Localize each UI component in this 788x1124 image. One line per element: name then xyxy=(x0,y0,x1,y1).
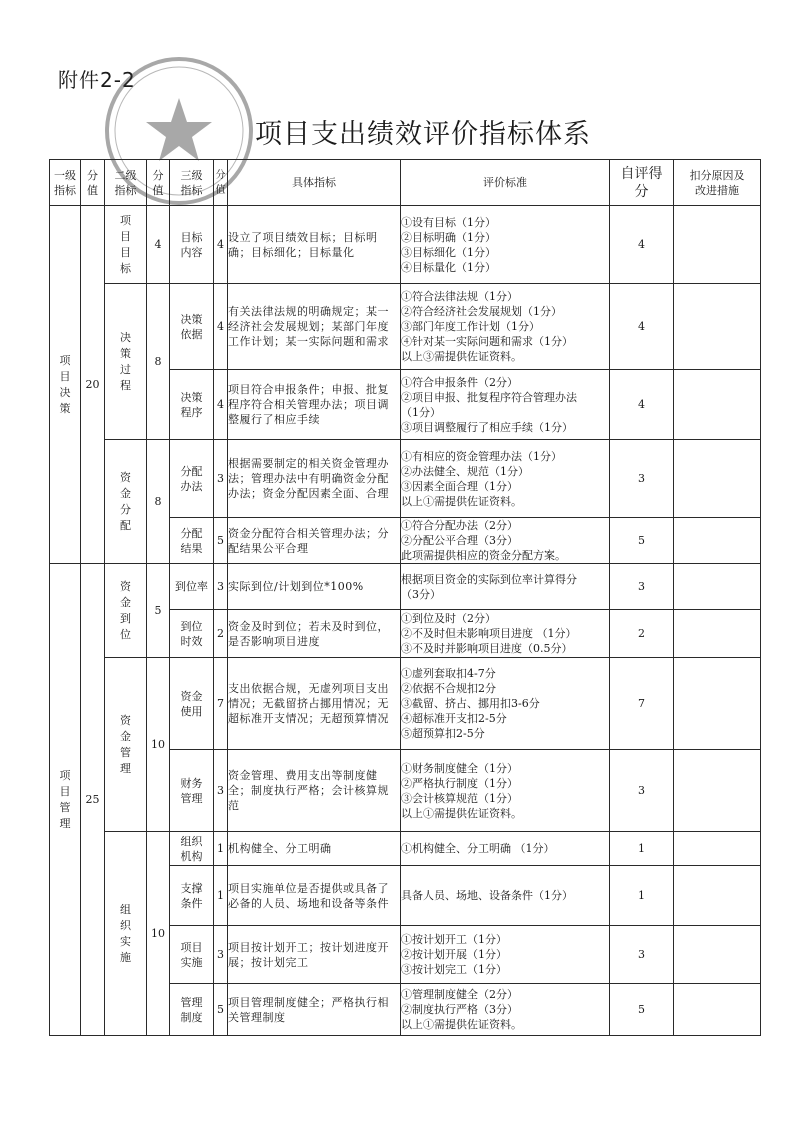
subgroup-score: 4 xyxy=(147,206,170,284)
spec-text: 项目按计划开工；按计划进度开展；按计划完工 xyxy=(228,926,401,984)
header-score1: 分值 xyxy=(81,160,105,206)
criteria-cell xyxy=(401,866,610,926)
deduction-note-cell xyxy=(674,206,761,284)
self-score: 3 xyxy=(610,564,674,610)
page-title: 项目支出绩效评价指标体系 xyxy=(255,119,591,150)
criteria-cell xyxy=(401,658,610,750)
header-spec: 具体指标 xyxy=(228,160,401,206)
criteria-line: ④针对某一实际问题和需求（1分） xyxy=(401,335,573,348)
criteria-cell xyxy=(401,518,610,564)
table-row xyxy=(50,440,761,518)
criteria-line: 此项需提供相应的资金分配方案。 xyxy=(401,549,566,562)
self-score: 1 xyxy=(610,866,674,926)
criteria-line: ④目标量化（1分） xyxy=(401,260,496,274)
criteria-line: ②制度执行严格（3分） xyxy=(401,1003,518,1016)
self-score: 4 xyxy=(610,284,674,370)
self-score: 3 xyxy=(610,750,674,832)
level3-score: 1 xyxy=(214,866,228,926)
deduction-note-cell xyxy=(674,370,761,440)
spec-text: 项目符合申报条件；申报、批复程序符合相关管理办法；项目调整履行了相应手续 xyxy=(228,370,401,440)
level3-score: 4 xyxy=(214,206,228,284)
criteria-cell xyxy=(401,610,610,658)
header-level3: 三级指标 xyxy=(170,160,214,206)
header-score2: 分值 xyxy=(147,160,170,206)
level3-score: 3 xyxy=(214,926,228,984)
seal-star-icon xyxy=(146,98,212,161)
subgroup-name: 资金分配 xyxy=(105,440,147,564)
subgroup-name: 项目目标 xyxy=(105,206,147,284)
level3-name: 组织机构 xyxy=(170,832,214,866)
self-score: 5 xyxy=(610,984,674,1036)
self-score: 4 xyxy=(610,206,674,284)
level3-name: 决策依据 xyxy=(170,284,214,370)
level3-name: 支撑条件 xyxy=(170,866,214,926)
level3-name: 项目实施 xyxy=(170,926,214,984)
criteria-line: ①有相应的资金管理办法（1分） xyxy=(401,449,562,463)
attachment-label: 附件2-2 xyxy=(58,68,136,92)
self-score: 1 xyxy=(610,832,674,866)
criteria-line: ①财务制度健全（1分） xyxy=(401,761,518,775)
criteria-line: ①虚列套取扣4-7分 xyxy=(401,667,496,680)
self-score: 4 xyxy=(610,370,674,440)
spec-text: 根据需要制定的相关资金管理办法；管理办法中有明确资金分配办法；资金分配因素全面、合理 xyxy=(228,440,401,518)
deduction-note-cell xyxy=(674,926,761,984)
table-row xyxy=(50,206,761,284)
criteria-cell xyxy=(401,926,610,984)
criteria-line: ②项目申报、批复程序符合管理办法 xyxy=(401,390,577,404)
level3-score: 4 xyxy=(214,370,228,440)
spec-text: 项目实施单位是否提供或具备了必备的人员、场地和设备等条件 xyxy=(228,866,401,926)
criteria-line: ①符合申报条件（2分） xyxy=(401,375,518,389)
spec-text: 支出依据合规，无虚列项目支出情况；无截留挤占挪用情况；无超标准开支情况；无超预算情况 xyxy=(228,658,401,750)
subgroup-name: 决策过程 xyxy=(105,284,147,440)
table-row xyxy=(50,284,761,370)
subgroup-name: 资金到位 xyxy=(105,564,147,658)
table-row xyxy=(50,832,761,866)
header-self-score: 自评得分 xyxy=(610,160,674,206)
level3-name: 到位率 xyxy=(170,564,214,610)
level3-name: 到位时效 xyxy=(170,610,214,658)
self-score: 3 xyxy=(610,440,674,518)
criteria-line: ①机构健全、分工明确 （1分） xyxy=(401,842,555,855)
criteria-line: ①到位及时（2分） xyxy=(401,612,496,625)
level3-score: 7 xyxy=(214,658,228,750)
criteria-line: ②按计划开展（1分） xyxy=(401,948,507,961)
group-score: 20 xyxy=(81,206,105,564)
header-criteria: 评价标准 xyxy=(401,160,610,206)
spec-text: 有关法律法规的明确规定；某一经济社会发展规划；某部门年度工作计划；某一实际问题和需求 xyxy=(228,284,401,370)
criteria-line: ②办法健全、规范（1分） xyxy=(401,464,529,478)
deduction-note-cell xyxy=(674,610,761,658)
indicator-table xyxy=(49,159,761,1036)
deduction-note-cell xyxy=(674,984,761,1036)
level3-score: 5 xyxy=(214,984,228,1036)
spec-text: 资金及时到位；若未及时到位，是否影响项目进度 xyxy=(228,610,401,658)
subgroup-name: 组织实施 xyxy=(105,832,147,1036)
header-deduction-note: 扣分原因及改进措施 xyxy=(674,160,761,206)
criteria-cell xyxy=(401,564,610,610)
criteria-cell xyxy=(401,440,610,518)
header-score3: 分值 xyxy=(214,160,228,206)
criteria-line: ②依据不合规扣2分 xyxy=(401,682,496,695)
self-score: 7 xyxy=(610,658,674,750)
table-header-row xyxy=(50,160,761,206)
subgroup-score: 10 xyxy=(147,658,170,832)
level3-score: 1 xyxy=(214,832,228,866)
level3-name: 分配结果 xyxy=(170,518,214,564)
criteria-line: ③按计划完工（1分） xyxy=(401,963,507,976)
spec-text: 项目管理制度健全；严格执行相关管理制度 xyxy=(228,984,401,1036)
criteria-line: ②分配公平合理（3分） xyxy=(401,534,518,547)
criteria-cell xyxy=(401,206,610,284)
criteria-line: ①管理制度健全（2分） xyxy=(401,988,518,1001)
self-score: 2 xyxy=(610,610,674,658)
level3-score: 4 xyxy=(214,284,228,370)
deduction-note-cell xyxy=(674,440,761,518)
criteria-line: ②不及时但未影响项目进度 （1分） xyxy=(401,627,577,640)
group-name: 项目决策 xyxy=(50,206,81,564)
criteria-line: 以上①需提供佐证资料。 xyxy=(401,494,522,508)
criteria-line: ③截留、挤占、挪用扣3-6分 xyxy=(401,697,540,710)
spec-text: 资金分配符合相关管理办法；分配结果公平合理 xyxy=(228,518,401,564)
criteria-line: ③会计核算规范（1分） xyxy=(401,791,518,805)
level3-name: 目标内容 xyxy=(170,206,214,284)
criteria-line: ③因素全面合理（1分） xyxy=(401,479,518,493)
self-score: 3 xyxy=(610,926,674,984)
criteria-line: 具备人员、场地、设备条件（1分） xyxy=(401,889,573,902)
spec-text: 资金管理、费用支出等制度健全；制度执行严格；会计核算规范 xyxy=(228,750,401,832)
level3-name: 财务管理 xyxy=(170,750,214,832)
header-level1: 一级指标 xyxy=(50,160,81,206)
deduction-note-cell xyxy=(674,658,761,750)
table-row xyxy=(50,564,761,610)
level3-name: 资金使用 xyxy=(170,658,214,750)
criteria-line: ③部门年度工作计划（1分） xyxy=(401,320,540,333)
self-score: 5 xyxy=(610,518,674,564)
subgroup-score: 8 xyxy=(147,440,170,564)
level3-score: 3 xyxy=(214,750,228,832)
criteria-cell xyxy=(401,832,610,866)
criteria-line: ②严格执行制度（1分） xyxy=(401,776,518,790)
group-name: 项目管理 xyxy=(50,564,81,1036)
header-level2: 二级指标 xyxy=(105,160,147,206)
criteria-line: ①符合分配办法（2分） xyxy=(401,519,518,532)
criteria-cell xyxy=(401,284,610,370)
group-score: 25 xyxy=(81,564,105,1036)
deduction-note-cell xyxy=(674,750,761,832)
criteria-line: 以上①需提供佐证资料。 xyxy=(401,1018,522,1031)
criteria-line: 以上①需提供佐证资料。 xyxy=(401,806,522,820)
spec-text: 实际到位/计划到位*100% xyxy=(228,564,401,610)
criteria-cell xyxy=(401,370,610,440)
criteria-line: ④超标准开支扣2-5分 xyxy=(401,712,507,725)
subgroup-score: 5 xyxy=(147,564,170,658)
deduction-note-cell xyxy=(674,564,761,610)
level3-name: 管理制度 xyxy=(170,984,214,1036)
criteria-cell xyxy=(401,984,610,1036)
subgroup-score: 10 xyxy=(147,832,170,1036)
table-row xyxy=(50,658,761,750)
criteria-line: （1分） xyxy=(401,405,441,419)
level3-score: 3 xyxy=(214,440,228,518)
level3-score: 5 xyxy=(214,518,228,564)
spec-text: 机构健全、分工明确 xyxy=(228,832,401,866)
deduction-note-cell xyxy=(674,866,761,926)
deduction-note-cell xyxy=(674,284,761,370)
level3-score: 3 xyxy=(214,564,228,610)
criteria-line: ③目标细化（1分） xyxy=(401,245,496,259)
spec-text: 设立了项目绩效目标；目标明确；目标细化；目标量化 xyxy=(228,206,401,284)
criteria-line: ③不及时并影响项目进度（0.5分） xyxy=(401,642,573,655)
criteria-line: ①符合法律法规（1分） xyxy=(401,290,518,303)
level3-score: 2 xyxy=(214,610,228,658)
criteria-line: ①设有目标（1分） xyxy=(401,215,496,229)
criteria-line: ②符合经济社会发展规划（1分） xyxy=(401,305,562,318)
criteria-line: ③项目调整履行了相应手续（1分） xyxy=(401,420,573,434)
deduction-note-cell xyxy=(674,518,761,564)
criteria-line: ①按计划开工（1分） xyxy=(401,933,507,946)
criteria-line: ⑤超预算扣2-5分 xyxy=(401,727,485,740)
criteria-line: （3分） xyxy=(401,587,441,601)
criteria-line: 根据项目资金的实际到位率计算得分 xyxy=(401,572,577,586)
criteria-line: 以上③需提供佐证资料。 xyxy=(401,350,522,363)
criteria-line: ②目标明确（1分） xyxy=(401,230,496,244)
deduction-note-cell xyxy=(674,832,761,866)
criteria-cell xyxy=(401,750,610,832)
subgroup-name: 资金管理 xyxy=(105,658,147,832)
level3-name: 分配办法 xyxy=(170,440,214,518)
subgroup-score: 8 xyxy=(147,284,170,440)
level3-name: 决策程序 xyxy=(170,370,214,440)
